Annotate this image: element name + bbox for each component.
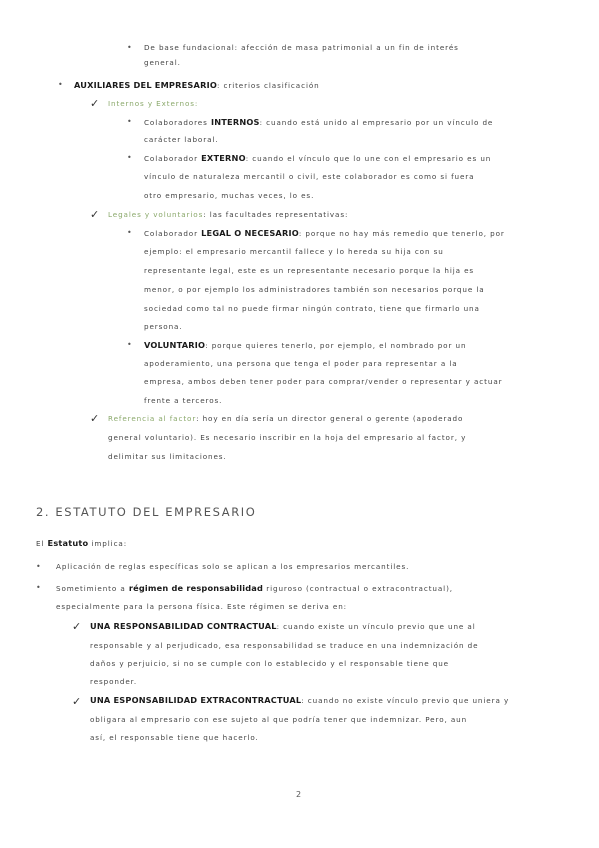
text-line: frente a terceros. (144, 396, 223, 405)
bullet-dot: • (127, 228, 132, 237)
text-line: así, el responsable tiene que hacerlo. (90, 733, 259, 742)
checkmark-icon: ✓ (90, 97, 100, 110)
subheading-factor: Referencia al factor: hoy en día sería un director general o gerente (apoderado (108, 414, 464, 423)
text-line: menor, o por ejemplo los administradores también son necesarios porque la (144, 285, 485, 294)
bullet-dot: • (58, 80, 63, 89)
auxiliares-title: AUXILIARES DEL EMPRESARIO (74, 80, 217, 90)
checkmark-icon: ✓ (90, 412, 100, 425)
bullet-dot: • (36, 562, 41, 571)
page-number: 2 (296, 790, 302, 799)
intro-line: El Estatuto implica: (36, 538, 128, 548)
text-line: daños y perjuicio, si no se cumple con lo establecido y el responsable tiene que (90, 659, 449, 668)
bullet-dot: • (127, 117, 132, 126)
text-line: ejemplo: el empresario mercantil fallece y lo hereda su hija con su (144, 247, 444, 256)
text-line: De base fundacional: afección de masa patrimonial a un fin de interés (144, 43, 459, 52)
text-line: delimitar sus limitaciones. (108, 452, 227, 461)
voluntario-line: VOLUNTARIO: porque quieres tenerlo, por ejemplo, el nombrado por un (144, 340, 467, 350)
text-line: Aplicación de reglas específicas solo se aplican a los empresarios mercantiles. (56, 562, 410, 571)
subheading-internos: Internos y Externos: (108, 99, 199, 108)
text-line: apoderamiento, una persona que tenga el poder para representar a la (144, 359, 458, 368)
text-line: general voluntario). Es necesario inscribir en la hoja del empresario al factor, y (108, 433, 467, 442)
text-line: sociedad como tal no puede firmar ningún contrato, tiene que firmarlo una (144, 304, 480, 313)
bullet-dot: • (127, 340, 132, 349)
text-line: responder. (90, 677, 138, 686)
regimen-line: Sometimiento a régimen de responsabilidad riguroso (contractual o extracontractual), (56, 583, 453, 593)
auxiliares-line: AUXILIARES DEL EMPRESARIO: criterios clasificación (74, 80, 320, 90)
section-heading: 2. ESTATUTO DEL EMPRESARIO (36, 505, 257, 519)
text-line: especialmente para la persona física. Este régimen se deriva en: (56, 602, 348, 611)
text-line: obligara al empresario con ese sujeto al que podría tener que indemnizar. Pero, aun (90, 715, 468, 724)
text-line: vínculo de naturaleza mercantil o civil, este colaborador es como si fuera (144, 172, 475, 181)
contractual-line: UNA RESPONSABILIDAD CONTRACTUAL: cuando existe un vínculo previo que une al (90, 621, 476, 631)
text-line: general. (144, 58, 181, 67)
internos-line: Colaboradores INTERNOS: cuando está unido al empresario por un vínculo de (144, 117, 494, 127)
checkmark-icon: ✓ (72, 620, 82, 633)
text-line: carácter laboral. (144, 135, 219, 144)
bullet-dot: • (36, 583, 41, 592)
subheading-legales: Legales y voluntarios: las facultades representativas: (108, 210, 349, 219)
bullet-dot: • (127, 153, 132, 162)
checkmark-icon: ✓ (72, 695, 82, 708)
legal-line: Colaborador LEGAL O NECESARIO: porque no hay más remedio que tenerlo, por (144, 228, 505, 238)
checkmark-icon: ✓ (90, 208, 100, 221)
text-line: responsable y al perjudicado, esa responsabilidad se traduce en una indemnización de (90, 641, 479, 650)
text-line: otro empresario, muchas veces, lo es. (144, 191, 315, 200)
text-line: representante legal, este es un representante necesario porque la hija es (144, 266, 475, 275)
text-line: empresa, ambos deben tener poder para comprar/vender o representar y actuar (144, 377, 503, 386)
bullet-dot: • (127, 43, 132, 52)
externo-line: Colaborador EXTERNO: cuando el vínculo que lo une con el empresario es un (144, 153, 492, 163)
extracontractual-line: UNA ESPONSABILIDAD EXTRACONTRACTUAL: cuando no existe vínculo previo que uniera y (90, 695, 510, 705)
text-line: persona. (144, 322, 183, 331)
